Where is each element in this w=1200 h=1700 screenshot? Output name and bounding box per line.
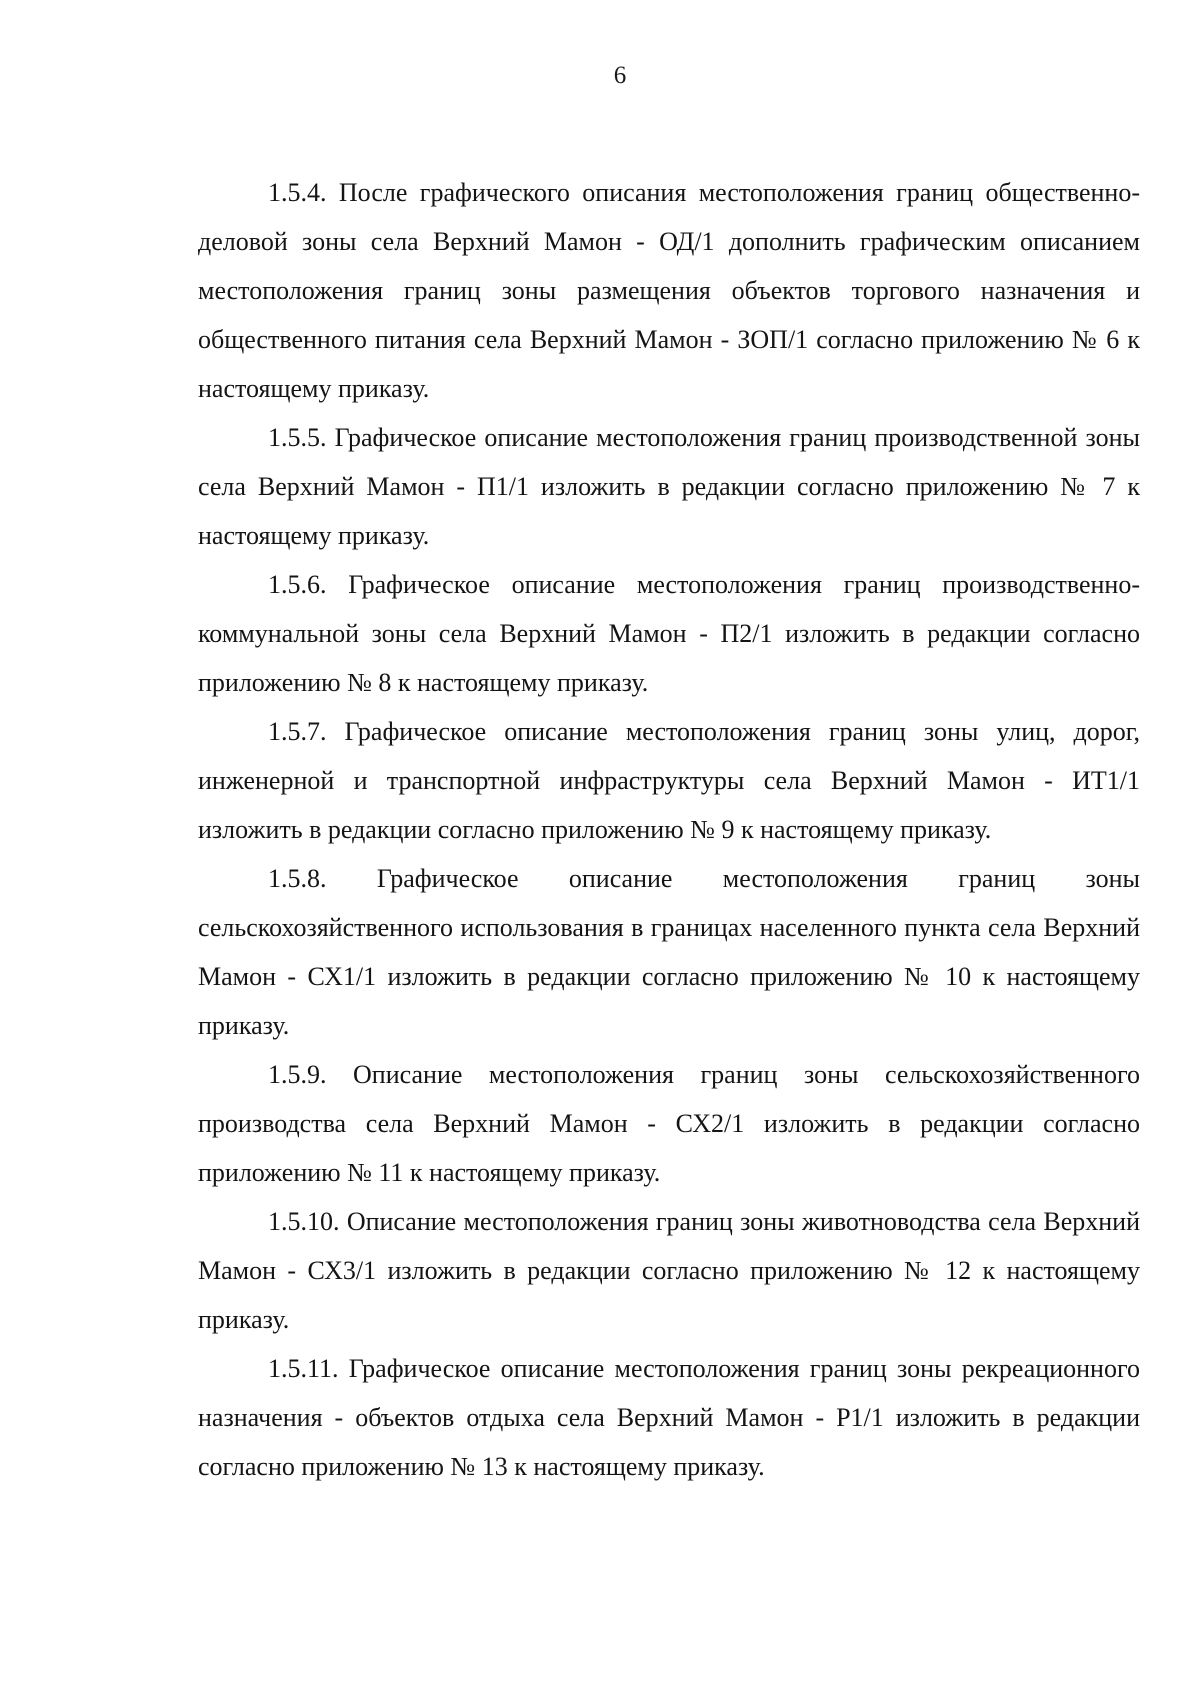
paragraph-1-5-10: 1.5.10. Описание местоположения границ зоны животноводства села Верхний Мамон - СХ3/1 изложить в редакции согласно приложению № 12 к настоящему приказу.: [198, 1207, 1140, 1334]
document-body: [198, 168, 1140, 1491]
paragraph-1-5-11: 1.5.11. Графическое описание местоположения границ зоны рекреационного назначения - объектов отдыха села Верхний Мамон - Р1/1 изложить в редакции согласно приложению № 13 к настоящему приказу.: [198, 1354, 1140, 1481]
paragraph-1-5-8: 1.5.8. Графическое описание местоположения границ зоны сельскохозяйственного использования в границах населенного пункта села Верхний Мамон - СХ1/1 изложить в редакции согласно приложению № 10 к настоящему приказу.: [198, 864, 1140, 1040]
paragraph-1-5-7: 1.5.7. Графическое описание местоположения границ зоны улиц, дорог, инженерной и транспортной инфраструктуры села Верхний Мамон - ИТ1/1 изложить в редакции согласно приложению № 9 к настоящему приказу.: [198, 717, 1140, 844]
paragraph-1-5-5: 1.5.5. Графическое описание местоположения границ производственной зоны села Верхний Мамон - П1/1 изложить в редакции согласно приложению № 7 к настоящему приказу.: [198, 423, 1140, 550]
paragraph-1-5-9: 1.5.9. Описание местоположения границ зоны сельскохозяйственного производства села Верхний Мамон - СХ2/1 изложить в редакции согласно приложению № 11 к настоящему приказу.: [198, 1060, 1140, 1187]
paragraph-1-5-6: 1.5.6. Графическое описание местоположения границ производственно-коммунальной зоны села Верхний Мамон - П2/1 изложить в редакции согласно приложению № 8 к настоящему приказу.: [198, 570, 1140, 697]
paragraph-1-5-4: 1.5.4. После графического описания местоположения границ общественно-деловой зоны села Верхний Мамон - ОД/1 дополнить графическим описанием местоположения границ зоны размещения объектов торгового назначения и общественного питания села Верхний Мамон - ЗОП/1 согласно приложению № 6 к настоящему приказу.: [198, 178, 1140, 403]
page-number: 6: [613, 62, 627, 89]
